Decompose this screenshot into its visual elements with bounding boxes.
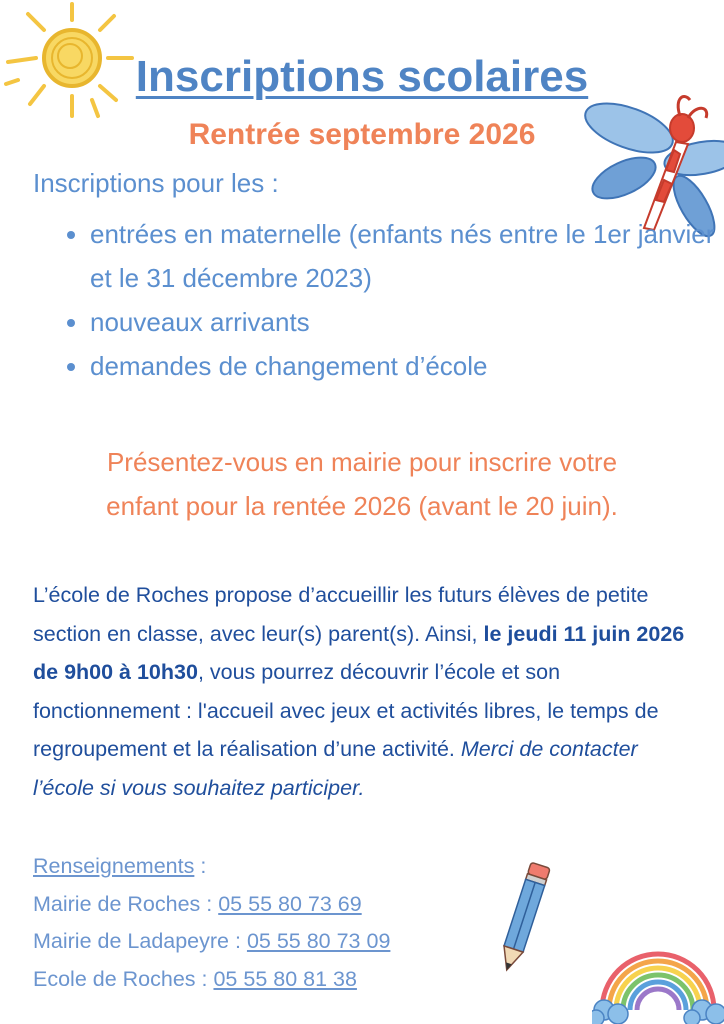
mairie-notice-line: Présentez-vous en mairie pour inscrire votre [106, 447, 618, 477]
pencil-icon [490, 855, 560, 980]
contacts-heading-line [33, 848, 390, 886]
contact-label: Ecole de Roches : [33, 966, 214, 991]
list-item: • entrées en maternelle (enfants nés entre le 1er janvier et le 31 décembre 2023) [90, 212, 724, 300]
inscriptions-list [60, 212, 724, 388]
contact-entry [33, 886, 390, 924]
mairie-notice [0, 440, 724, 528]
school-visit-text: L’école de Roches propose d’accueillir les futurs élèves de petite section en classe, avec leur(s) parent(s). Ainsi, [33, 583, 649, 646]
phone-link[interactable]: 05 55 80 73 09 [246, 929, 391, 953]
contact-entry [33, 923, 390, 961]
page-subtitle: Rentrée septembre 2026 [188, 118, 536, 151]
contact-entry [33, 961, 390, 999]
contact-label: Mairie de Roches : [33, 891, 219, 916]
contact-request: Merci de contacter l’école si vous souhaitez participer. [33, 737, 638, 800]
phone-link[interactable]: 05 55 80 73 69 [218, 891, 362, 916]
list-item: • nouveaux arrivants [90, 300, 724, 344]
school-visit-paragraph [33, 576, 703, 807]
contacts-heading: Renseignements [33, 854, 195, 878]
phone-link[interactable]: 05 55 80 81 38 [213, 966, 357, 991]
rainbow-icon [592, 910, 724, 1024]
visit-date: le jeudi 11 juin 2026 de 9h00 à 10h30 [33, 621, 685, 684]
page-title: Inscriptions scolaires [135, 52, 589, 101]
mairie-notice-line: enfant pour la rentée 2026 (avant le 20 juin). [106, 491, 618, 521]
inscriptions-intro: Inscriptions pour les : [33, 168, 279, 198]
school-visit-text: , vous pourrez découvrir l’école et son fonctionnement : l'accueil avec jeux et activités libres, le temps de regroupement et la réalisation d’une activité. [33, 660, 659, 761]
list-item: • demandes de changement d’école [90, 344, 724, 388]
contact-label: Mairie de Ladapeyre : [33, 929, 247, 953]
contacts-block [33, 848, 390, 998]
contacts-heading-suffix: : [194, 854, 207, 878]
